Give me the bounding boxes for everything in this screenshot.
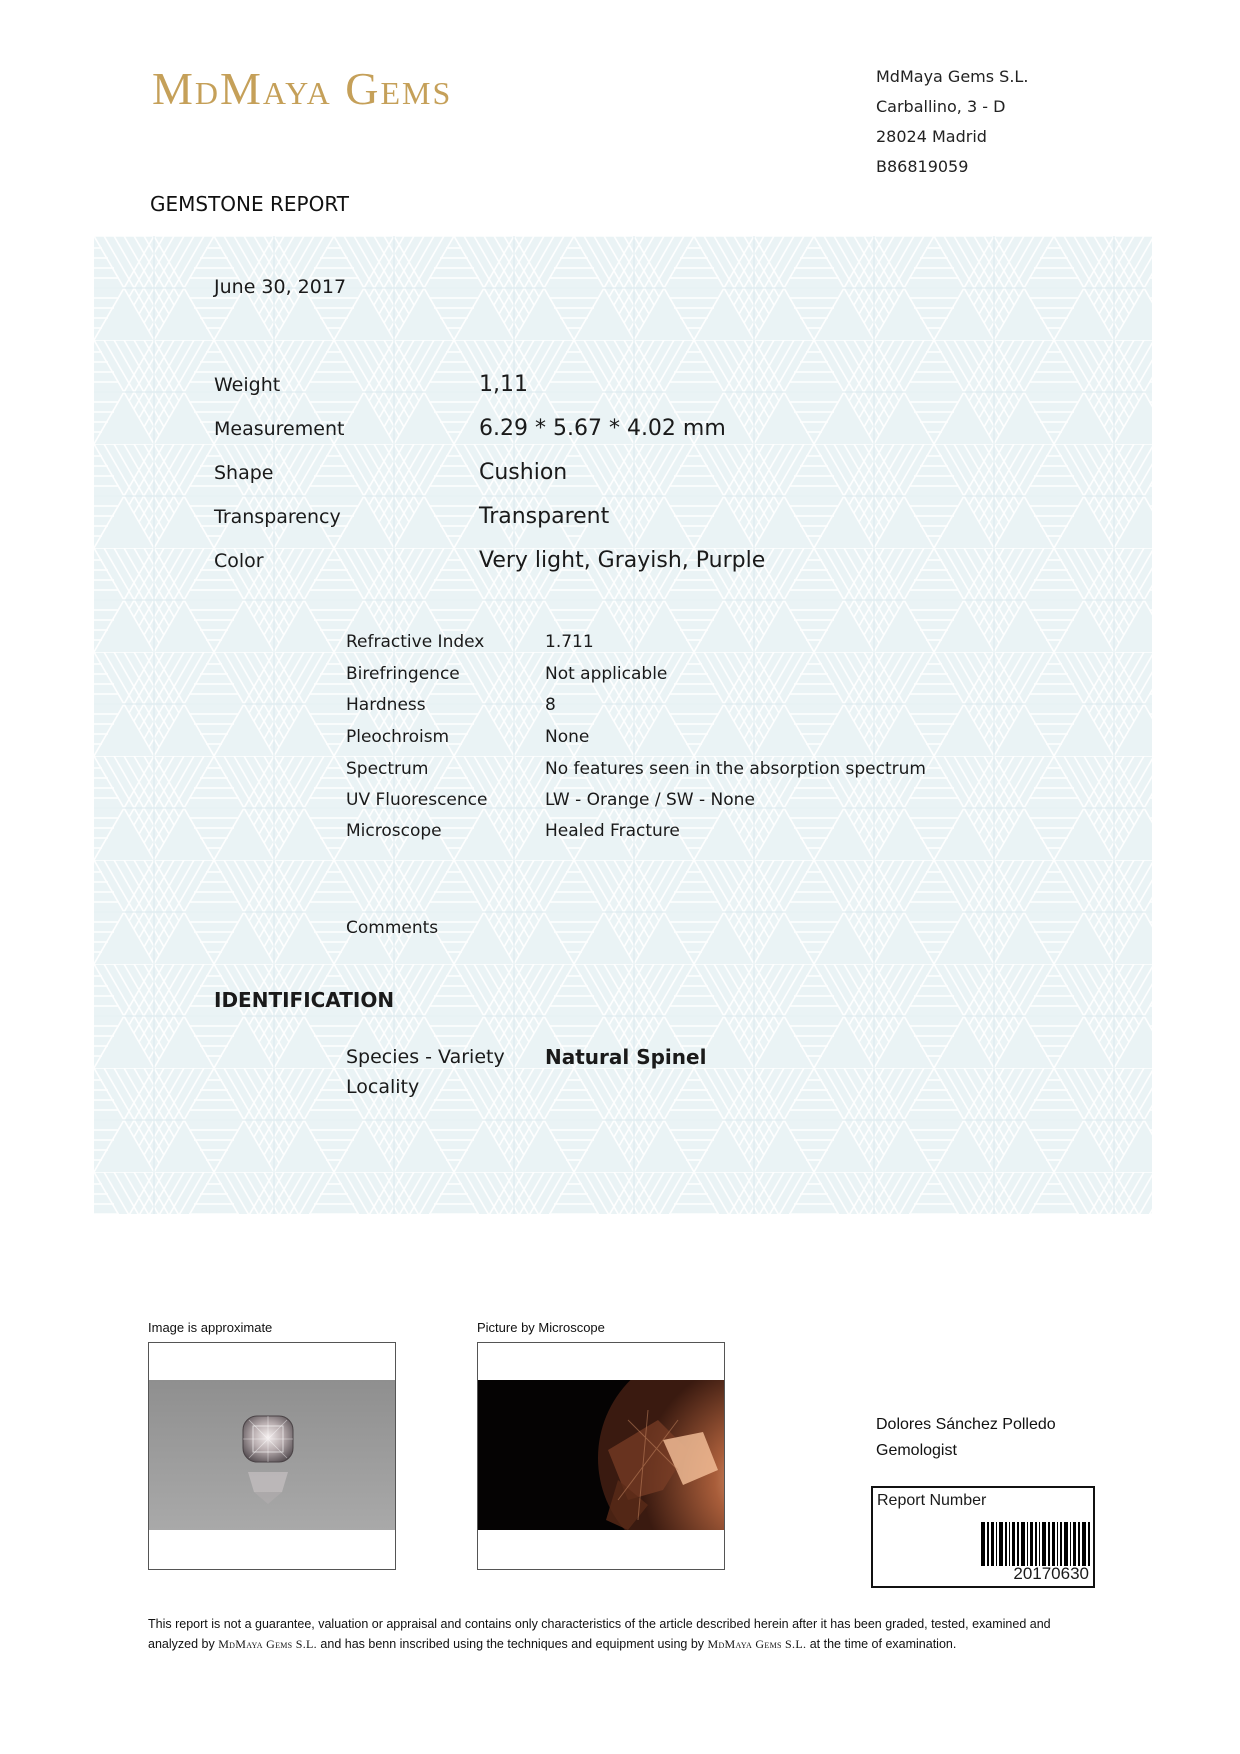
approx-image-caption: Image is approximate — [148, 1320, 273, 1335]
gemstone-photo — [149, 1380, 395, 1530]
property-label: Transparency — [214, 506, 341, 528]
detail-label: Hardness — [346, 695, 426, 715]
property-value: Very light, Grayish, Purple — [479, 548, 766, 573]
detail-label: Microscope — [346, 821, 442, 841]
detail-value: 1.711 — [545, 632, 594, 652]
detail-value: No features seen in the absorption spectrum — [545, 759, 926, 779]
disclaimer-brand-2: MdMaya Gems S.L. — [707, 1637, 807, 1651]
approx-image-frame — [148, 1342, 396, 1570]
detail-value: Not applicable — [545, 664, 668, 684]
gemologist-name: Dolores Sánchez Polledo — [876, 1416, 1056, 1433]
company-street: Carballino, 3 - D — [876, 97, 1006, 116]
species-label: Species - Variety — [346, 1046, 505, 1068]
detail-label: Birefringence — [346, 664, 460, 684]
microscope-photo — [478, 1380, 724, 1530]
disclaimer — [148, 1614, 1088, 1654]
detail-label: Pleochroism — [346, 727, 450, 747]
microscope-image-caption: Picture by Microscope — [477, 1320, 605, 1335]
detail-value: Healed Fracture — [545, 821, 680, 841]
gemologist-title: Gemologist — [876, 1442, 957, 1459]
property-label: Measurement — [214, 418, 345, 440]
property-value: 6.29 * 5.67 * 4.02 mm — [479, 416, 726, 441]
disclaimer-text-1: This report is not a guarantee, valuation or appraisal and contains only characteristics of the article described herein after it has been graded, tested, examined and analyzed by — [148, 1617, 1051, 1651]
property-label: Shape — [214, 462, 274, 484]
property-value: Cushion — [479, 460, 568, 485]
gemologist-signature-block — [876, 1412, 1056, 1464]
detail-value: None — [545, 727, 590, 747]
locality-label: Locality — [346, 1076, 420, 1098]
company-tax-id: B86819059 — [876, 157, 969, 176]
cushion-gem-illustration — [149, 1380, 395, 1530]
property-value: 1,11 — [479, 372, 528, 397]
report-number-value: 20170630 — [1013, 1564, 1089, 1583]
detail-value: LW - Orange / SW - None — [545, 790, 755, 810]
property-label: Color — [214, 550, 264, 572]
company-city: 28024 Madrid — [876, 127, 987, 146]
disclaimer-text-2: and has benn inscribed using the techniques and equipment using by — [316, 1637, 708, 1651]
report-title: GEMSTONE REPORT — [150, 192, 349, 216]
company-address — [876, 62, 1028, 182]
identification-title: IDENTIFICATION — [214, 988, 395, 1012]
disclaimer-brand-1: MdMaya Gems S.L. — [218, 1637, 317, 1651]
microscope-image-frame — [477, 1342, 725, 1570]
property-label: Weight — [214, 374, 281, 396]
brand-logo: MdMaya Gems — [152, 63, 453, 114]
report-number-box — [871, 1486, 1095, 1588]
comments-label: Comments — [346, 918, 439, 938]
detail-label: UV Fluorescence — [346, 790, 488, 810]
property-value: Transparent — [479, 504, 610, 529]
report-content — [94, 236, 1152, 1214]
report-number-label: Report Number — [877, 1492, 987, 1509]
species-value: Natural Spinel — [545, 1045, 707, 1069]
detail-value: 8 — [545, 695, 556, 715]
detail-label: Refractive Index — [346, 632, 485, 652]
company-name: MdMaya Gems S.L. — [876, 67, 1029, 86]
detail-label: Spectrum — [346, 759, 429, 779]
disclaimer-text-3: at the time of examination. — [806, 1637, 957, 1651]
barcode-icon — [981, 1522, 1091, 1566]
report-panel — [94, 236, 1152, 1214]
microscope-gem-illustration — [478, 1380, 724, 1530]
report-date: June 30, 2017 — [214, 276, 347, 298]
